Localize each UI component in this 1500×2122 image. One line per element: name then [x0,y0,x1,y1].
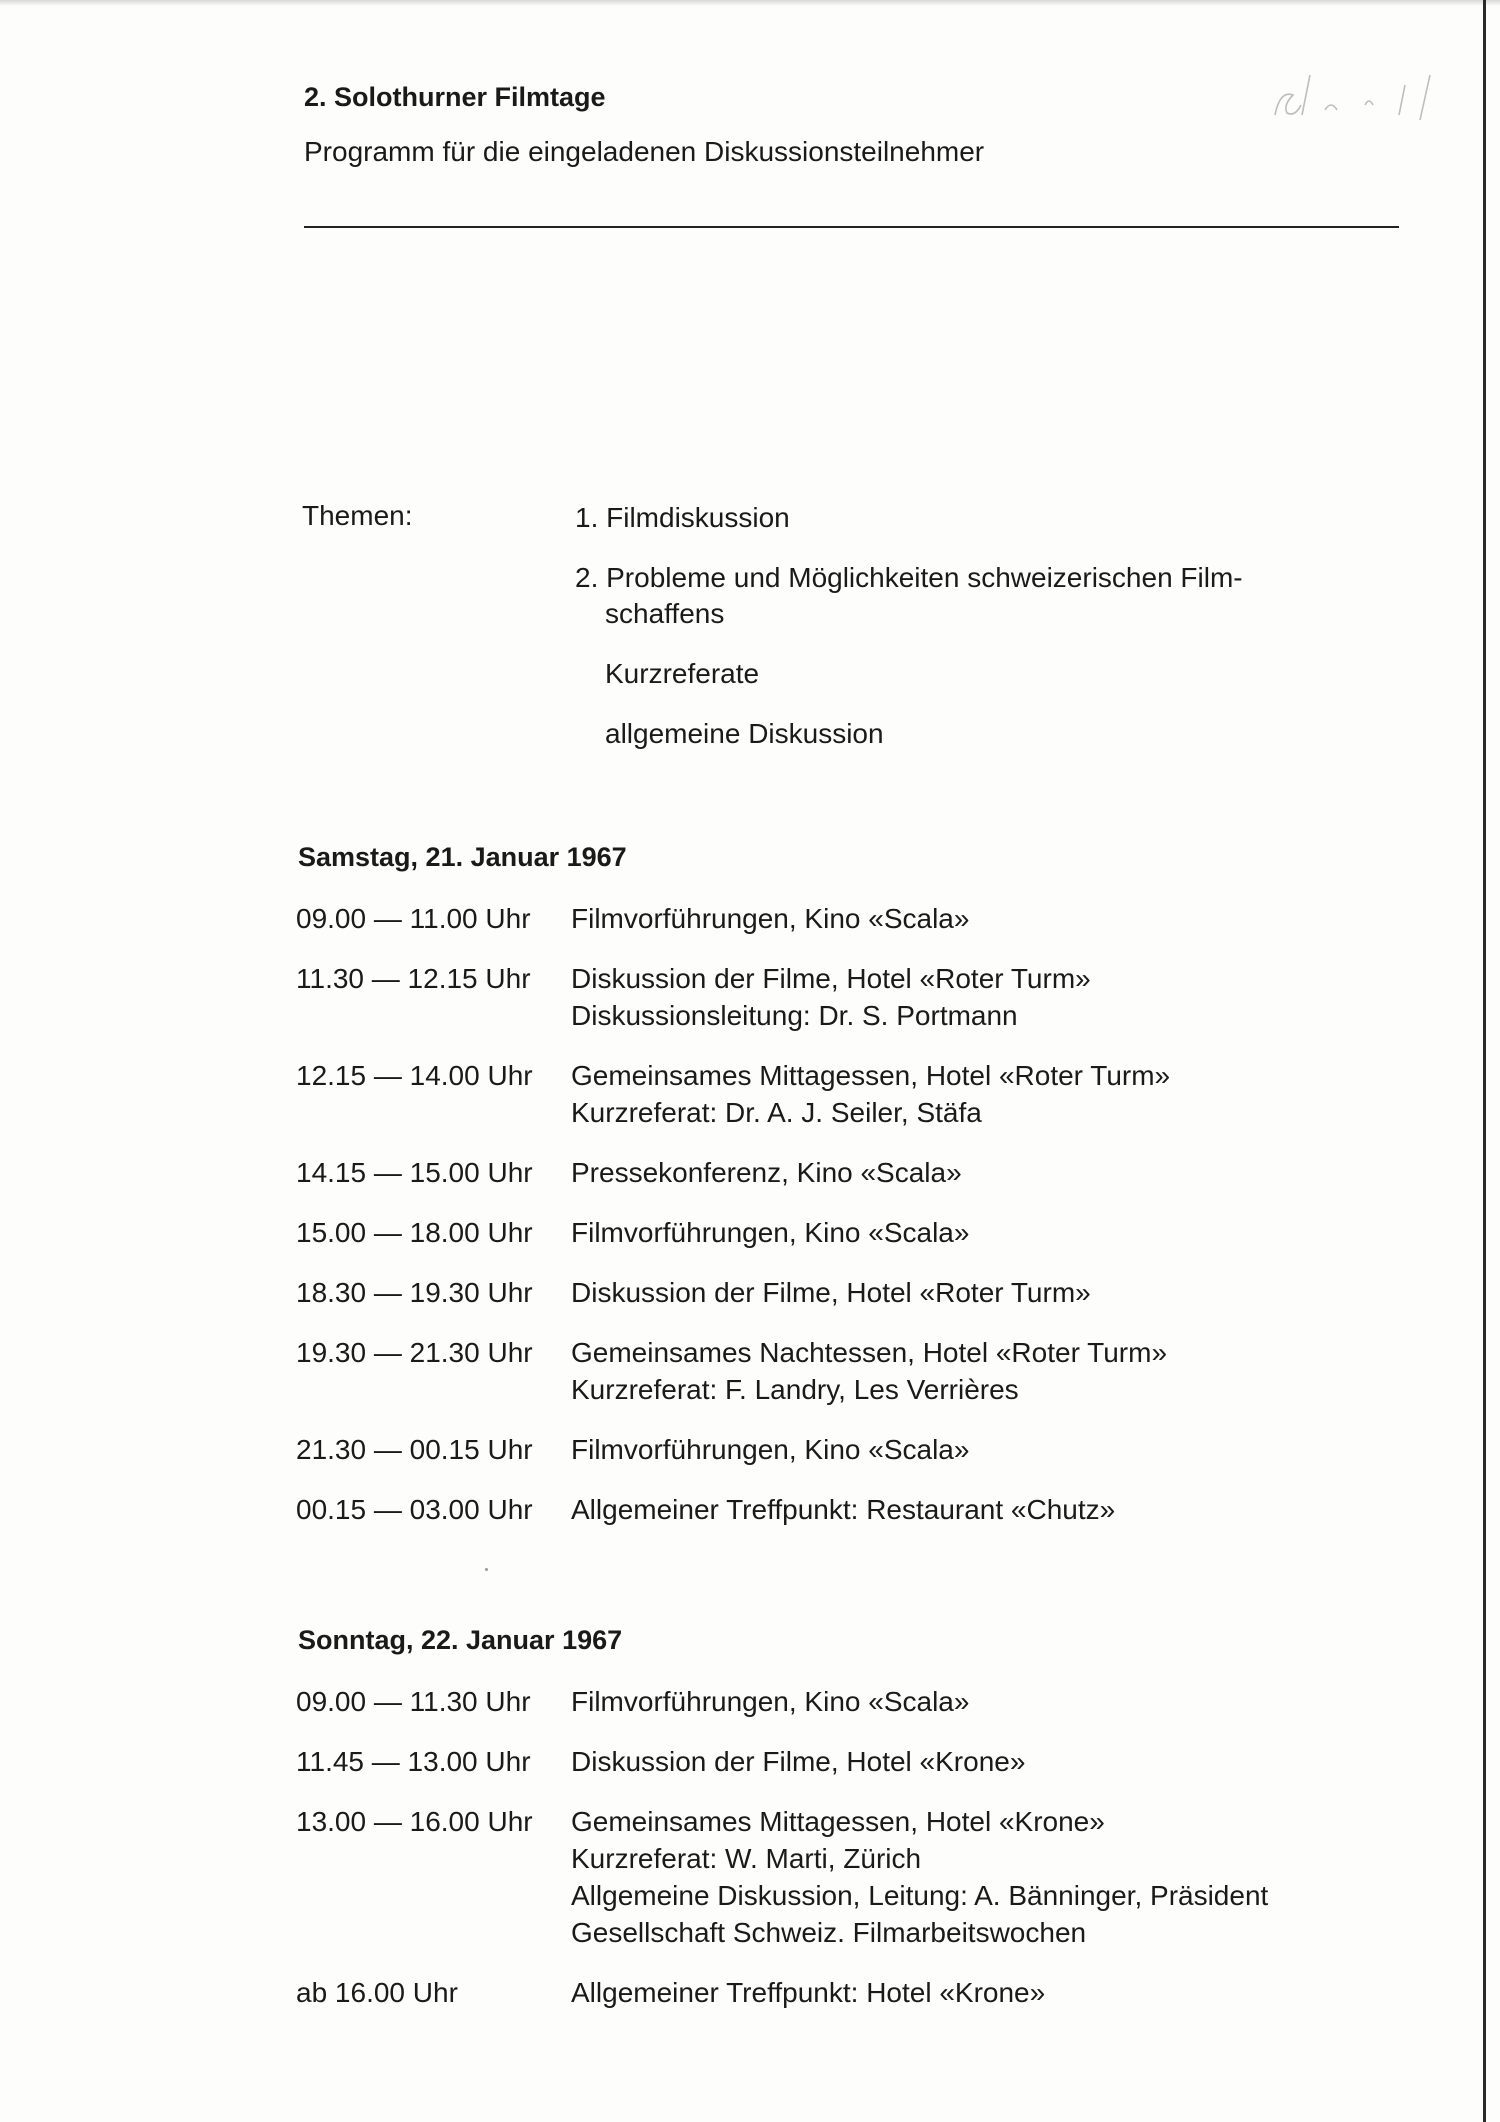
schedule-description [571,1803,1406,1951]
description-line: Gemeinsames Mittagessen, Hotel «Roter Turm» [571,1060,1171,1091]
scan-speck [485,1568,488,1571]
schedule-row [296,1491,1406,1528]
schedule-time: 09.00 — 11.30 Uhr [296,1686,531,1717]
header-divider [304,226,1399,228]
themen-label: Themen: [302,500,413,531]
description-line: Allgemeiner Treffpunkt: Restaurant «Chutz» [571,1494,1116,1525]
description-line: Filmvorführungen, Kino «Scala» [571,903,970,934]
schedule-description [571,1683,1406,1720]
schedule-time: 11.30 — 12.15 Uhr [296,963,531,994]
document-title: 2. Solothurner Filmtage [304,82,606,112]
schedule-row [296,1334,1406,1408]
themen-item-line: schaffens [605,598,725,629]
document-subtitle: Programm für die eingeladenen Diskussionsteilnehmer [304,136,985,167]
schedule-time: ab 16.00 Uhr [296,1977,458,2008]
schedule-row [296,1274,1406,1311]
description-line: Allgemeiner Treffpunkt: Hotel «Krone» [571,1977,1046,2008]
themen-item: Kurzreferate [605,658,760,689]
schedule-row [296,1154,1406,1191]
themen-list [575,500,1375,776]
handwritten-scribble [1255,55,1455,135]
schedule-time: 09.00 — 11.00 Uhr [296,903,531,934]
scan-edge-top [0,0,1500,6]
themen-item: 1. Filmdiskussion [575,502,790,533]
description-line: Allgemeine Diskussion, Leitung: A. Bänninger, Präsident [571,1880,1269,1911]
schedule-row [296,1974,1406,2011]
description-line: Kurzreferat: W. Marti, Zürich [571,1843,922,1874]
schedule-description [571,1491,1406,1528]
scan-edge-right [1483,0,1486,2122]
schedule-row [296,1431,1406,1468]
description-line: Pressekonferenz, Kino «Scala» [571,1157,962,1188]
schedule-time: 19.30 — 21.30 Uhr [296,1337,533,1368]
description-line: Diskussion der Filme, Hotel «Krone» [571,1746,1026,1777]
description-line: Diskussionsleitung: Dr. S. Portmann [571,1000,1018,1031]
day-heading-sunday: Sonntag, 22. Januar 1967 [298,1625,623,1655]
schedule-time: 11.45 — 13.00 Uhr [296,1746,531,1777]
schedule-description [571,1431,1406,1468]
themen-item: allgemeine Diskussion [605,718,884,749]
description-line: Gemeinsames Nachtessen, Hotel «Roter Turm» [571,1337,1168,1368]
schedule-description [571,1334,1406,1408]
schedule-row [296,1743,1406,1780]
description-line: Diskussion der Filme, Hotel «Roter Turm» [571,1277,1091,1308]
description-line: Gemeinsames Mittagessen, Hotel «Krone» [571,1806,1105,1837]
schedule-description [571,1154,1406,1191]
description-line: Kurzreferat: F. Landry, Les Verrières [571,1374,1019,1405]
schedule-row [296,1214,1406,1251]
schedule-description [571,1057,1406,1131]
description-line: Filmvorführungen, Kino «Scala» [571,1434,970,1465]
description-line: Filmvorführungen, Kino «Scala» [571,1217,970,1248]
schedule-time: 00.15 — 03.00 Uhr [296,1494,533,1525]
schedule-saturday [296,900,1406,1551]
description-line: Kurzreferat: Dr. A. J. Seiler, Stäfa [571,1097,982,1128]
schedule-time: 18.30 — 19.30 Uhr [296,1277,533,1308]
schedule-row [296,1803,1406,1951]
schedule-row [296,960,1406,1034]
schedule-description [571,1974,1406,2011]
schedule-sunday [296,1683,1406,2034]
schedule-description [571,1214,1406,1251]
schedule-row [296,900,1406,937]
schedule-description [571,900,1406,937]
schedule-row [296,1057,1406,1131]
description-line: Diskussion der Filme, Hotel «Roter Turm» [571,963,1091,994]
schedule-time: 13.00 — 16.00 Uhr [296,1806,533,1837]
themen-item-line: 2. Probleme und Möglichkeiten schweizerischen Film- [575,562,1243,593]
description-line: Filmvorführungen, Kino «Scala» [571,1686,970,1717]
themen-item [575,560,1375,632]
schedule-description [571,960,1406,1034]
schedule-time: 15.00 — 18.00 Uhr [296,1217,533,1248]
schedule-description [571,1743,1406,1780]
schedule-description [571,1274,1406,1311]
schedule-time: 21.30 — 00.15 Uhr [296,1434,533,1465]
schedule-time: 12.15 — 14.00 Uhr [296,1060,533,1091]
schedule-time: 14.15 — 15.00 Uhr [296,1157,533,1188]
day-heading-saturday: Samstag, 21. Januar 1967 [298,842,627,872]
description-line: Gesellschaft Schweiz. Filmarbeitswochen [571,1917,1087,1948]
schedule-row [296,1683,1406,1720]
